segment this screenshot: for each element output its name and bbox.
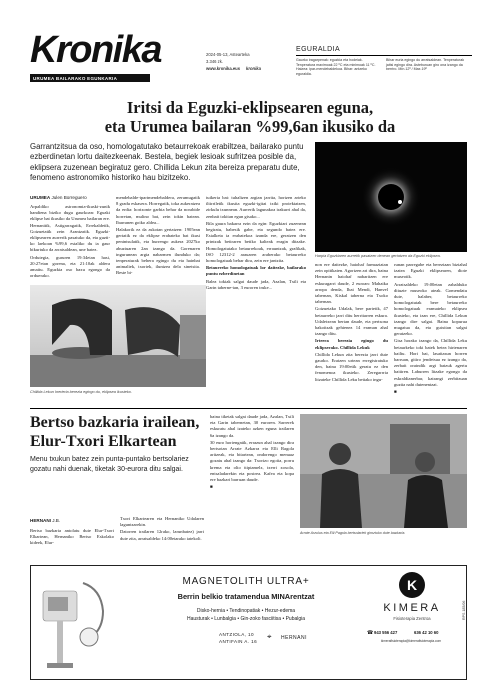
masthead — [30, 30, 470, 86]
second-end-mark: ■ — [210, 484, 213, 490]
lead-column-4 — [315, 262, 388, 384]
lead-column-3-subhead: Betaurreko homologatuak lor daitezke, bailarako puntu ezberdinetan — [206, 265, 306, 277]
magnetolith-device-image — [37, 571, 115, 676]
kimera-brand-sub: Fisioterapia Zentroa — [393, 616, 431, 621]
second-column-2 — [120, 516, 204, 543]
ad-product-name: MAGNETOLITH ULTRA+ — [182, 576, 310, 587]
bertsolari-image — [300, 414, 467, 528]
second-column-3-text-b: 30 euro horiengatik, errazun ahal izango dira bertsotan Arrate Azkarra eta Elli Ragola aritzeak, eta bitartean, ondorengo menuaz gozatu ahal izango da: Txorizo egoiia, porru krema eta olio ttipiamelz, txerri xoxola, entsaladarekin eta postrea. Kafea eta kopa ere bazkari barruan daude. — [210, 439, 294, 483]
location-pin-icon: ⌖ — [267, 632, 272, 641]
lead-column-5-text: runan parregabe eta bereziaan biziahal izatea Eguzki eklipsearen, diote museotik. — [394, 262, 467, 280]
lead-column-1 — [30, 204, 110, 280]
ad-address-1: ANTZIOLA, 10 — [219, 632, 254, 637]
second-column-2-text: Txori Elkartearen eta Hernaniko Udalaren laguntzarekin. — [120, 516, 204, 528]
second-column-3 — [210, 414, 294, 490]
second-standfirst: Menu txukun batez zein punta-puntako bertsolariez gozatu nahi duenak, tiketak 30-eurora ditu salgai. — [30, 456, 189, 473]
lead-byline — [30, 195, 110, 200]
weather-rule — [296, 55, 472, 56]
eclipse-image — [315, 142, 467, 252]
site-url[interactable]: www.kronika.eus — [206, 66, 241, 71]
lead-column-5 — [394, 262, 467, 395]
story-divider — [30, 408, 467, 409]
second-headline — [30, 414, 205, 451]
lead-column-3-text-c: Balea tokiak salgai daude jada, Azalan, Txili eta Garin taberne-tan, 3 euroren truke... — [206, 278, 306, 290]
lead-standfirst: Garrantzitsua da oso, homologatutako betaurrekoak erabiltzea, bailarako puntu ezberdinetan lortu daitezkeenak. Bestela, begiek lesioak sufritzea posible da, eklipsera zuzenean begiratuz gero. Chillida Lekun zita bereiza preparatu dute, fenomeno astronomiko historiko hau bizitzeko. — [30, 142, 304, 183]
weather-box — [296, 46, 472, 86]
second-column-1 — [30, 528, 114, 548]
lead-byline-place: URUMEA — [30, 195, 51, 200]
lead-column-4-text: non ere daitezke, haiohaf farmaziatan zein opitikaten. Agortzen ari dira, baina Hernanin haiohaf nabaritzen ere eskuragarri daude, 2 euroan: Mahaika arropa denda, Ibai Mendi, Hanvel tabernan, Kiskal taberna eta Txoko tabernan. — [315, 262, 388, 305]
chillida-image — [30, 285, 206, 387]
chillida-photo — [30, 285, 206, 387]
second-headline-line2: Elur-Txori Elkartean — [30, 432, 177, 450]
issue-number: 3.346 zk. — [206, 59, 223, 64]
second-column-1-text: Bertso bazkaria antolatu dute Elur-Txori Elkartean, Hernaniko Bertso Eskolako kideek, Elur- — [30, 528, 114, 546]
lead-headline-line1: Iritsi da Eguzki-eklipsearen eguna, — [126, 98, 374, 117]
second-column-3-text: baina tiketak salgai daude jada, Azalan, Txili eta Garin tabernetan, 30 euroren. Sarrerek eskuratu ahal izateko azken eguna irailaren 6a izango da. — [210, 414, 294, 438]
bertsolari-photo — [300, 414, 467, 528]
kimera-phone-1[interactable]: 943 556 427 — [374, 630, 398, 635]
second-byline — [30, 518, 110, 523]
lead-column-4-subhead: Irteera bereziа egingo du eklipserako. Chillida Lekuk — [315, 338, 388, 350]
weather-forecast-today: Gaurko iragarpenak: eguzkia eta hodeiak. Tenperatura maximoak 22 ºC eta minimoak 11 ºC. Haizea: ipar-mendebaldekoa. Bihar: antzeko eguraldia. — [296, 58, 376, 76]
phone-icon: ☎ — [367, 631, 374, 636]
masthead-subtitle: URUMEA BAILARAKO EGUNKARIA — [33, 75, 118, 81]
brand-small: kronika — [246, 66, 261, 71]
ad-treatments-1: Disko-hernia • Tendinopatiak • Hezur-edema — [196, 608, 296, 614]
lead-column-2 — [116, 195, 200, 278]
kimera-email[interactable]: kimerafisioterapia@kimerafisioterapia.com — [380, 639, 442, 643]
lead-column-5-text-c: Gisa horako izango da, Chillida Leku betaurkeko toki batek betea hirtenaren bailtu. Hori bai, lasaitasun horren barruan, gitiro jendetsua ez izango da, zerbait oraindik argi batzuk agertu baitiren. Laburren litzake egongo da eskraldianerbar, katrangi zerbitzuan guztia nahi dutenentzat. — [394, 338, 467, 387]
lead-column-3 — [206, 195, 306, 292]
second-byline-place: HERNANI — [30, 518, 51, 523]
kimera-logo-icon: K — [399, 572, 425, 598]
lead-column-4-text-b: Goizuetako Udalak, bere partetik, 47 betaurreko jarri ditu herritarren eskura. Udaletxean bertan daude, eta pertsona bakoitzak gehienez 14 eraman ahal izango ditu. — [315, 306, 388, 337]
second-byline-author: J.B. — [52, 518, 61, 523]
lead-column-1-text: Arpaldiko astronomia-ikuski-zunik handiena biziko dugu gaurkoan: Eguzki eklipse bat ikusiko da Urumea bailaran ere. Hernanitik, Astigarragatik, Errekaldetik, Goizuetatik zein Arantzatik. Eguzki-eklipsearen aurrerik pasatuko da, eta guzti-ko laekoan %99,6 estaliko du ia gaur bikurtuko da arratsaldean, une batez. — [30, 204, 110, 253]
ad-tagline: Berrin belkio tratamendua MINArentzat — [177, 592, 315, 601]
ad-town: HERNANI — [281, 635, 308, 641]
logo: Kronika — [30, 29, 161, 71]
lead-column-2-text-b: Halakorik ez da askotan gertatzen: 1905ean gertatik ez da eklipse erabateko bat ikusi penintsulatik, eta hurrengo aukera 2027ko abuztuaren 2an izango da. Gorenaren ingurunean argia nabarmen ilunduko da; tenperaturak behera egingo du eta hainbat animaliek, txoriek, iluntzea dela sinetsita. Beste bi- — [116, 227, 200, 276]
second-column-2-text-b: Datorren irailaren 12rako, larunbatez) jarri dute zita, arratsaldeko 14:00etarako iatekoli. — [120, 529, 204, 541]
ad-side-code: RPS 185/06 — [462, 600, 466, 620]
lead-column-3-text: tuikeria bat: tuhaltzen argian jarrita, hortzen arteko iltirriletik ikusita eguzki-igitai txiki proiektatzen, zirkulu txunnean. Aurrerik lagunakoa irakurri ahal da, zenbait tokitan egun gisako... — [206, 195, 306, 219]
kimera-phone-2[interactable]: 636 42 10 60 — [414, 630, 439, 635]
advertisement[interactable] — [30, 565, 467, 680]
lead-column-5-text-b: Arratsaldeko 19:00etan zabalduko dituzte museoko ateak. Gomendatu dute, halaber, betaurreko homologatutak bere betaurreko homologatuak eramateko eklipsea ikusteko, eta izan ere, Chillida Lekun izango dire salgai. Baina kopurua mugatua da, eta gutxitan salgai geratzeko. — [394, 281, 467, 337]
weather-forecast-tomorrow: Bihar euria egingo du arratsaldean. Tenperaturak jaitsi egingo dira. Asteburuan giro ona izango da berriro. Mín.12º / Max.19º — [386, 58, 465, 71]
weather-title: EGURALDIA — [296, 46, 341, 53]
bertsolari-photo-caption: Arrate Arzulus eta Elli Pagola bertsolariek giroztuko dute bazkaria. — [300, 531, 406, 535]
lead-column-3-text-b: Bila gaura bakarra ezin da egin: Eguzkiari zuzenean begiratu, babesik gabe, eta segundo batez ere. Estalketa ia erabatekoa izanda ere, geratzen den printzak betiraren betiko kalteak eragin ditzake. Homologatutako betaurrekoak, errauntzak, grafikak, ISO 12312-2 arauaren araberako betaurreko homologatuak behar dira, zein ere jantzita. — [206, 220, 306, 264]
kimera-brand: KIMERA — [383, 602, 441, 614]
lead-column-2-text: mendebalde-ipartmendebaldera, zerumugatik 8 gradu eskasera. Horregatik, toka aukeratzea da erdia: horizonte garbia behar da norabide horretan, mulino bat, zein tokin batean. Ibarranen goiko aldea... — [116, 195, 200, 225]
second-headline-line1: Bertso bazkaria irailean, — [30, 414, 200, 431]
chillida-photo-caption: Chillida Lekun Inerieria berezia egingo du, eklipsea ikusteko. — [30, 390, 132, 394]
lead-column-4-text-c: Chillida Lekun zita berezia jarri dute gaurko. Eratzen urtean erregistratuko den, baina 19:00etik geratu ez den fenomenoa ikusteko. Zeregarrria litzateke Chillida Leku betiako ingu- — [315, 351, 388, 382]
lead-column-1-text-b: Ordutegia, gururen 19:34etan hasi, 20:27etan gorena, eta 21:10ak aldera amaitu. Eguzkia oso baxu egongo da orduerako. — [30, 254, 110, 279]
eclipse-photo-caption: Harpia Eguzkiaren aurretik pasatzen denean gertatzen da Eguzki eklipsea. — [315, 254, 441, 258]
ad-treatments-2: Hausturak • Lunbalgia • Gin-zoko fasciitisa • Pubalgia — [186, 616, 306, 622]
lead-headline — [30, 98, 470, 136]
eclipse-photo — [315, 142, 467, 252]
issue-date: 2024-05-13, Astearteka — [206, 52, 250, 57]
end-mark: ■ — [394, 389, 397, 395]
ad-address-2: ANTIFAIN A. 16 — [219, 639, 258, 644]
lead-headline-line2: eta Urumea bailaran %99,6an ikusiko da — [104, 117, 396, 136]
lead-byline-author: Julen Borreguero — [51, 195, 87, 200]
